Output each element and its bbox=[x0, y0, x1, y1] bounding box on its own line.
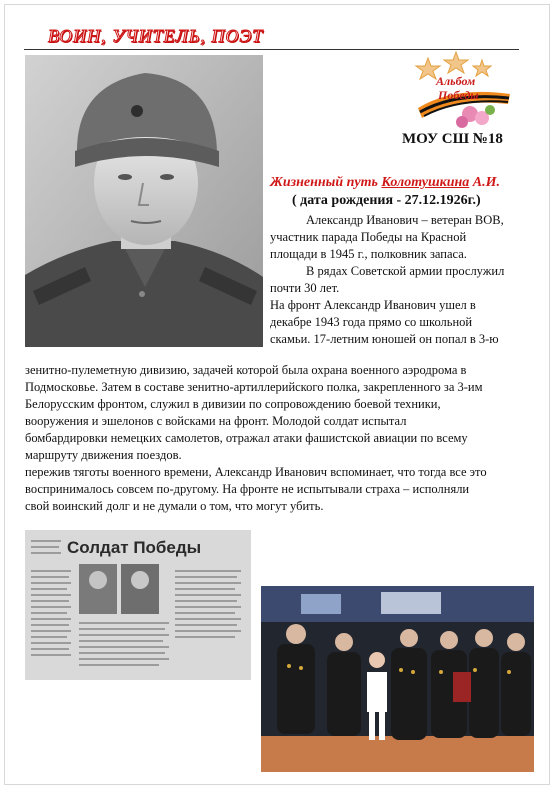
article-line: участник парада Победы на Красной bbox=[270, 230, 467, 244]
article-line: декабре 1943 года прямо со школьной bbox=[270, 315, 473, 329]
article-full-width-text bbox=[25, 362, 540, 515]
album-pobedy-logo bbox=[398, 50, 514, 130]
article-line: Александр Иванович – ветеран ВОВ, bbox=[306, 213, 504, 227]
clipping-headline: Солдат Победы bbox=[67, 538, 202, 557]
article-line: бомбардировки немецких самолетов, отражал атаки фашистской авиации по всему bbox=[25, 431, 468, 445]
article-line: Подмосковье. Затем в составе зенитно-артиллерийского полка, закрепленного за 3-им bbox=[25, 380, 483, 394]
article-title bbox=[270, 175, 500, 191]
veterans-group-photo bbox=[261, 586, 534, 772]
newspaper-clipping-photo bbox=[25, 530, 251, 680]
article-line: свой воинский долг и не думали о том, что могут убить. bbox=[25, 499, 324, 513]
logo-line1: Альбом bbox=[436, 74, 476, 88]
article-line: маршруту движения поездов. bbox=[25, 448, 182, 462]
article-line: вооружения и эшелонов с войсками на фронт. Молодой солдат испытал bbox=[25, 414, 407, 428]
article-line: зенитно-пулеметную дивизию, задачей которой была охрана военного аэродрома в bbox=[25, 363, 467, 377]
article-right-column bbox=[270, 212, 532, 348]
logo-line2: Победы bbox=[438, 88, 479, 102]
title-name: Колотушкина bbox=[381, 175, 470, 190]
article-line: В рядах Советской армии прослужил bbox=[306, 264, 505, 278]
article-line: воспринималось совсем по-другому. На фронте не испытывали страха – исполняли bbox=[25, 482, 470, 496]
title-suffix: А.И. bbox=[469, 175, 501, 190]
title-prefix: Жизненный путь bbox=[270, 175, 382, 190]
soldier-portrait-photo bbox=[25, 55, 263, 347]
school-name: МОУ СШ №18 bbox=[402, 131, 503, 147]
article-line: На фронт Александр Иванович ушел в bbox=[270, 298, 476, 312]
article-line: скамьи. 17-летним юношей он попал в 3-ю bbox=[270, 332, 499, 346]
article-line: площади в 1945 г., полковник запаса. bbox=[270, 247, 467, 261]
article-line: Белорусским фронтом, служил в дивизии по сопровождению боевой техники, bbox=[25, 397, 441, 411]
article-line: почти 30 лет. bbox=[270, 281, 340, 295]
page-header-title: ВОИН, УЧИТЕЛЬ, ПОЭТ bbox=[48, 26, 264, 46]
article-line: пережив тяготы военного времени, Александр Иванович вспоминает, что тогда все это bbox=[25, 465, 487, 479]
birth-date: ( дата рождения - 27.12.1926г.) bbox=[292, 193, 481, 208]
